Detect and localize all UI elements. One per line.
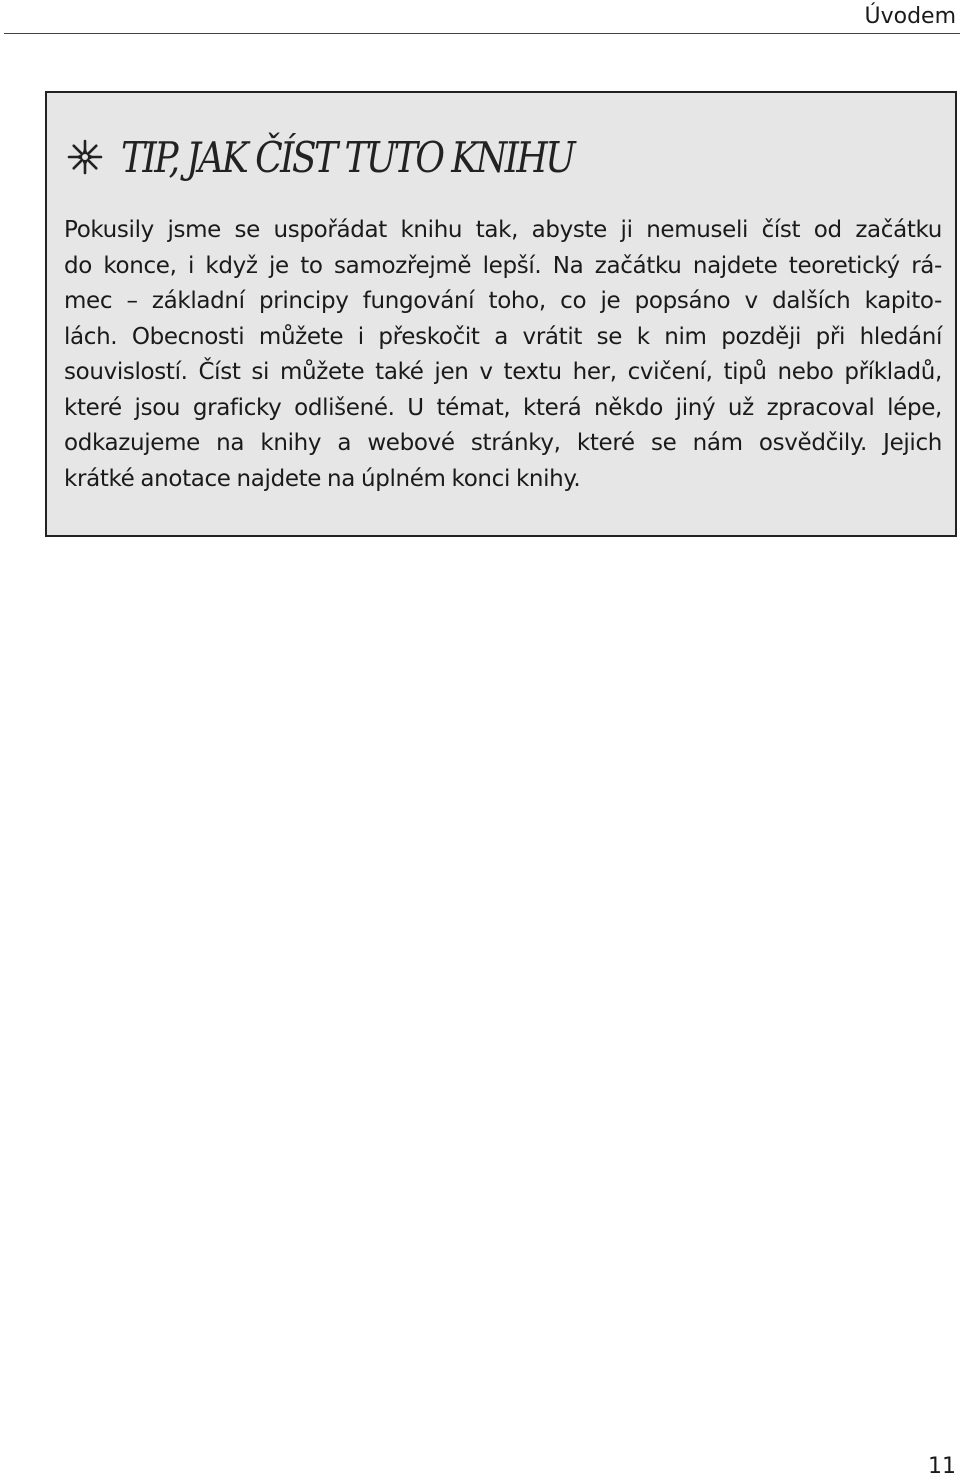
tip-body-line: odkazujeme na knihy a webové stránky, které se nám osvědčily. Jejich [64,430,942,456]
tip-body-line: souvislostí. Číst si můžete také jen v textu her, cvičení, tipů nebo příkladů, [64,359,942,385]
running-head: Úvodem [864,4,956,29]
tip-heading [67,129,647,185]
tip-body-line: krátké anotace najdete na úplném konci knihy. [64,465,581,492]
header-rule [4,33,960,34]
tip-body-line: mec – základní principy fungování toho, co je popsáno v dalších kapito- [64,288,942,314]
tip-body [64,213,942,497]
tip-title: TIP, JAK ČÍST TUTO KNIHU [121,132,574,182]
star-ornament-icon [67,139,103,175]
tip-body-line: které jsou graficky odlišené. U témat, která někdo jiný už zpracoval lépe, [64,394,942,421]
tip-body-line: lách. Obecnosti můžete i přeskočit a vrátit se k nim později při hledání [64,323,942,350]
tip-box [45,91,957,537]
page-number: 11 [928,1454,956,1479]
tip-body-line: do konce, i když je to samozřejmě lepší. Na začátku najdete teoretický rá- [64,252,942,279]
tip-body-line: Pokusily jsme se uspořádat knihu tak, abyste ji nemuseli číst od začátku [64,217,942,243]
